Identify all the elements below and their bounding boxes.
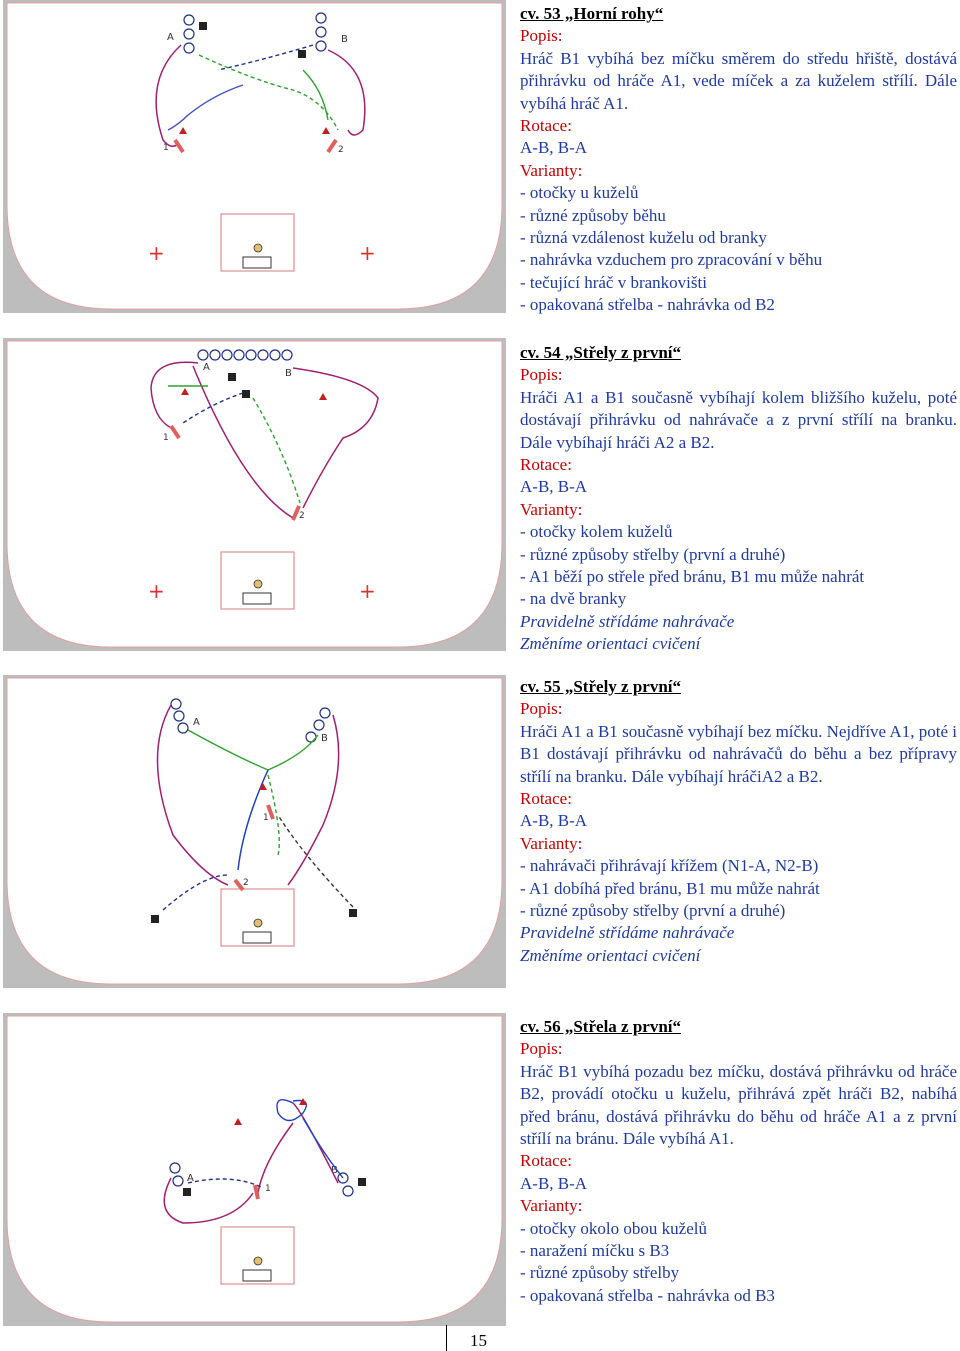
svg-text:A: A [203, 362, 210, 373]
popis-label: Popis: [520, 365, 563, 385]
svg-text:1: 1 [265, 1184, 271, 1194]
note-text: Pravidelně střídáme nahrávače [520, 923, 735, 943]
variant-item: - nahrávka vzduchem pro zpracování v běhu [520, 250, 823, 270]
svg-text:+: + [148, 241, 165, 265]
svg-text:1: 1 [163, 143, 169, 153]
svg-text:+: + [148, 579, 165, 603]
note-text: Změníme orientaci cvičení [520, 634, 701, 654]
rink-diagram-54 [3, 338, 506, 651]
variant-item: - různé způsoby střelby (první a druhé) [520, 901, 786, 921]
variant-item: - A1 běží po střele před bránu, B1 mu může nahrát [520, 567, 865, 587]
exercise-title: cv. 54 „Střely z první“ [520, 343, 682, 362]
variant-item: - různé způsoby běhu [520, 205, 666, 225]
svg-text:A: A [193, 717, 200, 728]
goalkeeper [254, 244, 262, 252]
player-marker [184, 15, 194, 25]
varianty-label: Varianty: [520, 499, 583, 519]
footer-divider [446, 1325, 447, 1351]
svg-text:B: B [331, 1165, 338, 1176]
variant-item: - opakovaná střelba - nahrávka od B3 [520, 1285, 775, 1305]
variant-item: - na dvě branky [520, 589, 627, 609]
svg-text:B: B [321, 733, 328, 744]
popis-text: Hráč B1 vybíhá pozadu bez míčku, dostává přihrávku od hráče B2, provádí otočku u kuželu, přihrává zpět hráči B2, nabíhá před bránu, dostává přihrávku do běhu od hráče A1 a z první střílí na bránu. Dále vybíhá A1. [520, 1061, 957, 1149]
svg-text:1: 1 [163, 433, 169, 443]
popis-label: Popis: [520, 1039, 563, 1059]
svg-text:2: 2 [299, 511, 305, 521]
variant-item: - otočky u kuželů [520, 183, 639, 203]
variant-item: - naražení míčku s B3 [520, 1241, 670, 1261]
popis-label: Popis: [520, 699, 563, 719]
popis-text: Hráči A1 a B1 současně vybíhají kolem bližšího kuželu, poté dostávají přihrávku od nahrávače a z první střílí na branku. Dále vybíhají hráči A2 a B2. [520, 387, 957, 452]
rotace-label: Rotace: [520, 455, 572, 475]
varianty-label: Varianty: [520, 1196, 583, 1216]
variant-item: - různé způsoby střelby [520, 1263, 680, 1283]
svg-text:1: 1 [263, 813, 269, 823]
svg-text:2: 2 [338, 145, 344, 155]
variant-item: - opakovaná střelba - nahrávka od B2 [520, 295, 775, 315]
exercise-title: cv. 55 „Střely z první“ [520, 677, 682, 696]
rink-diagram-56 [3, 1013, 506, 1326]
popis-label: Popis: [520, 26, 563, 46]
varianty-label: Varianty: [520, 833, 583, 853]
svg-text:+: + [359, 579, 376, 603]
variant-item: - různá vzdálenost kuželu od branky [520, 228, 767, 248]
exercise-title: cv. 56 „Střela z první“ [520, 1017, 682, 1036]
exercise-56-text [520, 1016, 957, 1307]
variant-item: - různé způsoby střelby (první a druhé) [520, 544, 786, 564]
note-text: Pravidelně střídáme nahrávače [520, 611, 735, 631]
popis-text: Hráči A1 a B1 současně vybíhají bez míčku. Nejdříve A1, poté i B1 dostávají přihrávku od nahrávačů do běhu a bez přípravy střílí na branku. Dále vybíhají hráčiA2 a B2. [520, 721, 957, 786]
varianty-label: Varianty: [520, 160, 583, 180]
rotace-label: Rotace: [520, 116, 572, 136]
variant-item: - nahrávači přihrávají křížem (N1-A, N2-B) [520, 856, 819, 876]
svg-text:+: + [359, 241, 376, 265]
svg-text:B: B [285, 368, 292, 379]
note-text: Změníme orientaci cvičení [520, 945, 701, 965]
rink-diagram-53 [3, 0, 506, 313]
svg-text:2: 2 [243, 878, 249, 888]
rotace-label: Rotace: [520, 789, 572, 809]
exercise-53-text [520, 3, 957, 317]
exercise-title: cv. 53 „Horní rohy“ [520, 4, 664, 23]
goal [243, 257, 271, 268]
rotace-text: A-B, B-A [520, 477, 588, 497]
exercise-55-text [520, 676, 957, 967]
rotace-text: A-B, B-A [520, 1173, 588, 1193]
page-number: 15 [470, 1331, 487, 1350]
label-a: A [167, 32, 174, 43]
rink-diagram-55 [3, 675, 506, 988]
variant-item: - A1 dobíhá před bránu, B1 mu může nahrát [520, 878, 820, 898]
variant-item: - otočky okolo obou kuželů [520, 1218, 707, 1238]
svg-text:A: A [187, 1173, 194, 1184]
rotace-text: A-B, B-A [520, 138, 588, 158]
exercise-54-text [520, 342, 957, 656]
label-b: B [341, 34, 348, 45]
rotace-label: Rotace: [520, 1151, 572, 1171]
rotace-text: A-B, B-A [520, 811, 588, 831]
variant-item: - tečující hráč v brankovišti [520, 272, 707, 292]
variant-item: - otočky kolem kuželů [520, 522, 673, 542]
popis-text: Hráč B1 vybíhá bez míčku směrem do středu hřiště, dostává přihrávku od hráče A1, vede míček a za kuželem střílí. Dále vybíhá hráč A1. [520, 48, 957, 113]
